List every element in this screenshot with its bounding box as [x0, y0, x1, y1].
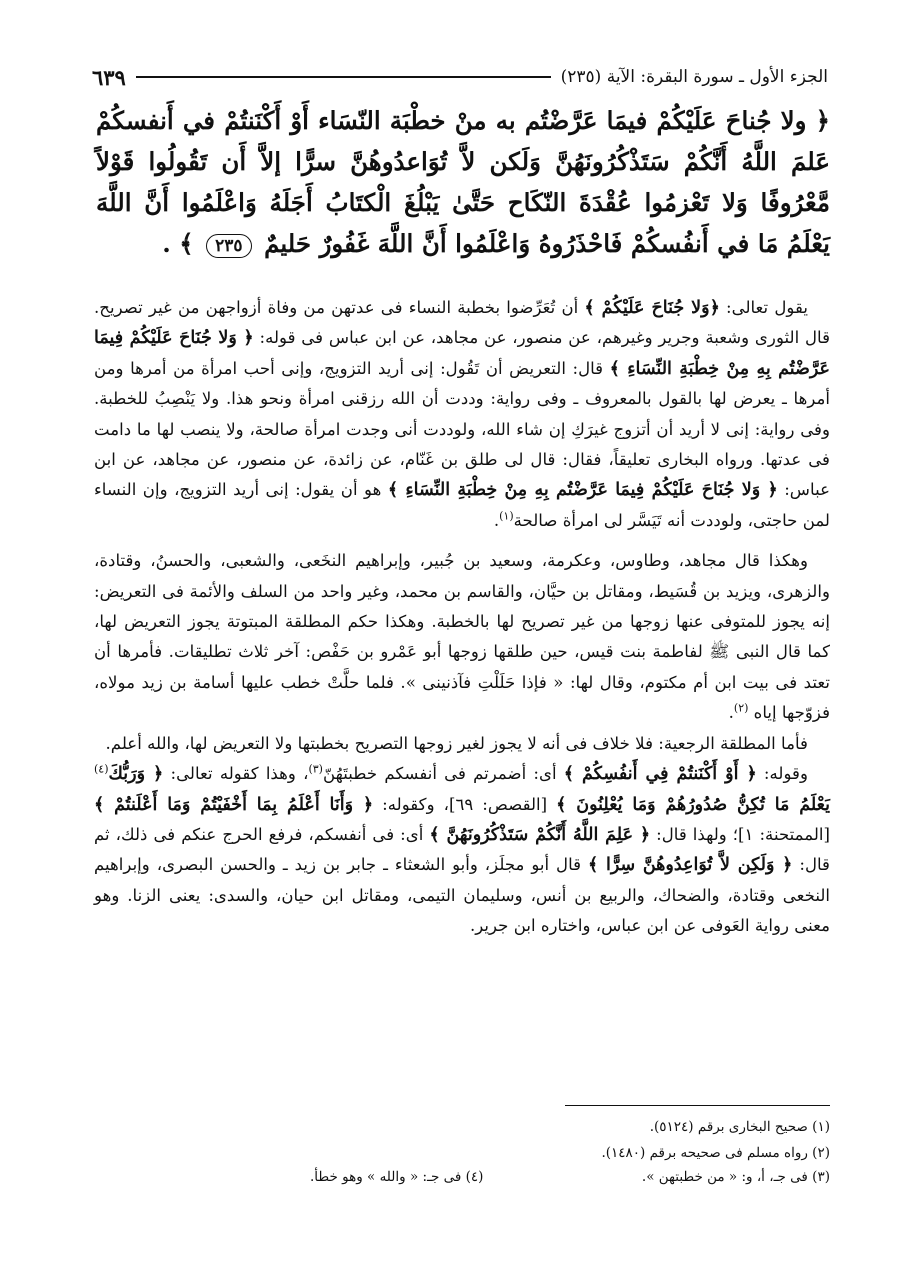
commentary-text: قال: التعريض أن تَقُول: إنى أريد التزويج، وإنى أحب امرأة من أمرها ومن أمرها ـ يعرض لها بالقول بالمعروف ـ وفى رواية: وددت أن الله رزقنى امرأة ونحو هذا. ولا يَنْصِبُ للخطبة. وفى رواية: إنى لا أريد أن أتزوج غيرَكِ إن شاء الله، ولوددت أنى وجدت امرأة صالحة، ولا ينصب لها ما دامت فى عدتها. ورواه البخارى تعليقاً، فقال: قال لى طلق بن غَنّام، عن زائدة، عن منصور، عن مجاهد، عن ابن عباس:: [94, 358, 831, 500]
commentary-text: أن تُعَرِّضوا بخطبة النساء فى عدتهن من وفاة أزواجهن من غير تصريح. قال الثورى وشعبة وجرير وغيرهم، عن منصور، عن مجاهد، عن ابن عباس فى قوله:: [94, 298, 830, 348]
footnote-ref: (١): [499, 509, 514, 523]
quran-quote: ﴿ عَلِمَ اللَّهُ أَنَّكُمْ سَتَذْكُرُونَهُنَّ ﴾: [429, 824, 651, 845]
quran-quote: ﴿ وَلا جُنَاحَ عَلَيْكُمْ فِيمَا عَرَّضْتُم بِهِ مِنْ خِطْبَةِ النِّسَاءِ ﴾: [94, 328, 830, 379]
ayah-number-badge: ٢٣٥: [206, 234, 251, 258]
footnote-4: (٤) فى جـ: « والله » وهو خطأ.: [310, 1169, 484, 1185]
commentary-text: أى: فى أنفسكم، فرفع الحرج عنكم فى ذلك، ثم قال:: [94, 824, 830, 875]
commentary-paragraph: [94, 546, 830, 728]
quran-quote: ﴿ وَرَبُّكَ: [108, 764, 164, 785]
commentary-text: فأما المطلقة الرجعية: فلا خلاف فى أنه لا يجوز لغير زوجها التصريح بخطبتها ولا التعريض لها، والله أعلم.: [105, 733, 808, 753]
ornate-bracket-open: ﴿: [815, 106, 831, 135]
commentary-body: [94, 293, 830, 942]
quran-quote: ﴿ أَوْ أَكْنَنتُمْ فِي أَنفُسِكُمْ ﴾: [563, 764, 757, 785]
verse-text: ولا جُناحَ عَلَيْكُمْ فيمَا عَرَّضْتُم به منْ خطْبَة النّسَاء أَوْ أَكْنَنتُمْ في أَنفسكُمْ عَلمَ اللَّهُ أَنَّكُمْ سَتَذْكُرُونَهُنَّ وَلَكن لاَّ تُوَاعدُوهُنَّ سرًّا إلاَّ أَن تَقُولُوا قَوْلاً مَّعْرُوفًا وَلا تَعْزمُوا عُقْدَةَ النّكَاح حَتَّىٰ يَبْلُغَ الْكتَابُ أَجَلَهُ وَاعْلَمُوا أَنَّ اللَّهَ يَعْلَمُ مَا في أَنفُسكُمْ فَاحْذَرُوهُ وَاعْلَمُوا أَنَّ اللَّهَ غَفُورٌ حَليمٌ: [96, 106, 830, 258]
commentary-text: ، وهذا كقوله تعالى:: [163, 764, 309, 784]
commentary-text: [الممتحنة: ١]؛ ولهذا قال:: [650, 824, 831, 844]
quran-quote: ﴿وَلا جُنَاحَ عَلَيْكُمْ ﴾: [584, 298, 720, 318]
quran-quote: ﴿ وَلَكِن لاَّ تُوَاعِدُوهُنَّ سِرًّا ﴾: [587, 855, 793, 876]
footnote-2: (٢) رواه مسلم فى صحيحه برقم (١٤٨٠).: [601, 1145, 830, 1161]
footnote-3: (٣) فى جـ، أ، و: « من خطبتهن ».: [641, 1169, 830, 1185]
header-rule: [136, 76, 551, 78]
commentary-text: وهكذا قال مجاهد، وطاوس، وعكرمة، وسعيد بن جُبير، وإبراهيم النخَعى، والشعبى، والحسنُ، وقتادة، والزهرى، ويزيد بن قُسَيط، ومقاتل بن حيَّان، والقاسم بن محمد، وغير واحد من السلف والأئمة فى التعريض: إنه يجوز للمتوفى عنها زوجها من غير تصريح لها بالخطبة. وهكذا حكم المطلقة المبتوتة يجوز التعريض لها، كما قال النبى ﷺ لفاطمة بنت قيس، حين طلقها زوجها أبو عَمْرو بن حَفْص: آخر ثلاث تطليقات. فأمرها أن تعتد فى بيت ابن أم مكتوم، وقال لها: « فإذا حَلَلْتِ فآذنينى ». فلما حلَّتْ خطب عليها أسامة بن زيد مولاه، فزوّجها إياه: [94, 551, 830, 723]
footnote-row: [310, 1167, 830, 1187]
commentary-text: أى: أضمرتم فى أنفسكم خطبتَهُنّ: [322, 764, 564, 784]
page-number: ٦٣٩: [92, 64, 126, 90]
footnote-ref: (٣): [308, 762, 323, 776]
commentary-text: .: [493, 510, 500, 530]
footnote-rule: [565, 1105, 830, 1106]
commentary-text: يقول تعالى:: [719, 298, 808, 317]
quran-verse: [96, 100, 830, 264]
running-title: الجزء الأول ـ سورة البقرة: الآية (٢٣٥): [560, 67, 828, 87]
commentary-text: [القصص: ٦٩]، وكقوله:: [373, 794, 557, 814]
commentary-text: .: [728, 703, 734, 723]
quran-quote: ﴿ وَلا جُنَاحَ عَلَيْكُمْ فِيمَا عَرَّضْتُم بِهِ مِنْ خِطْبَةِ النِّسَاءِ ﴾: [387, 480, 778, 501]
running-header: [92, 60, 828, 94]
commentary-text: قال أبو مجلَز، وأبو الشعثاء ـ جابر بن زيد ـ والحسن البصرى، وإبراهيم النخعى وقتادة، والضحاك، والربيع بن أنس، وسليمان التيمى، ومقاتل ابن حيان، والسدى: يعنى الزنا. وهو معنى رواية العَوفى عن ابن عباس، واختاره ابن جرير.: [94, 855, 830, 936]
commentary-text: هو أن يقول: إنى أريد التزويج، وإن النساء لمن حاجتى، ولوددت أنه تَيَسَّر لى امرأة صالحة: [94, 480, 830, 530]
quran-quote: ﴿ وَأَنَا أَعْلَمُ بِمَا أَخْفَيْتُمْ وَمَا أَعْلَنتُمْ ﴾: [94, 794, 374, 815]
ornate-bracket-close: ﴾: [179, 229, 194, 258]
commentary-text: وقوله:: [756, 764, 808, 784]
commentary-paragraph: [94, 759, 830, 941]
verse-end-dot: .: [162, 229, 171, 258]
commentary-paragraph: [94, 729, 830, 759]
footnote-ref: (٤): [94, 762, 109, 776]
quran-quote: يَعْلَمُ مَا تُكِنُّ صُدُورُهُمْ وَمَا يُعْلِنُونَ ﴾: [556, 794, 830, 815]
footnote-ref: (٢): [733, 701, 749, 715]
commentary-paragraph: [94, 293, 830, 536]
footnote-1: (١) صحيح البخارى برقم (٥١٢٤).: [649, 1119, 830, 1135]
